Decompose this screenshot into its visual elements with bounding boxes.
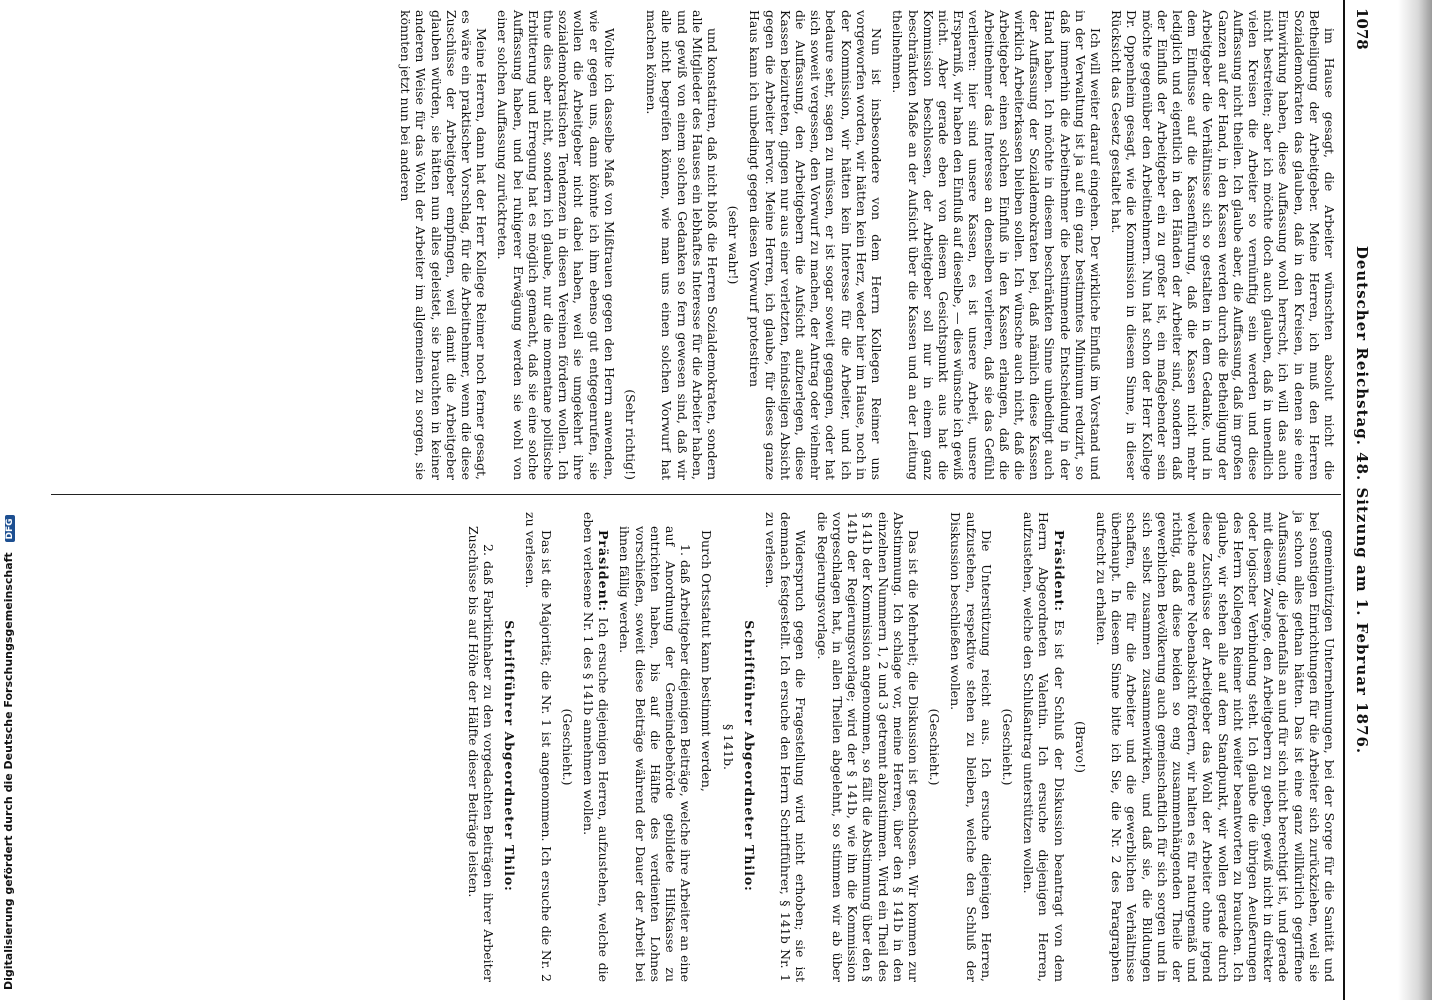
interjection: (sehr wahr!) xyxy=(726,205,742,285)
interjection: (Sehr richtig!) xyxy=(623,389,639,480)
page-title: Deutscher Reichstag. 48. Sitzung am 1. Februar 1876. xyxy=(1353,245,1371,755)
speaker-label: Präsident: xyxy=(596,530,612,613)
paragraph: Die Unterstützung reicht aus. Ich ersuche diejenigen Herren, aufzustehen, respektive stehen zu bleiben, welche den Schluß der Diskussion beschließen wollen. xyxy=(948,512,994,982)
left-column xyxy=(392,10,1337,480)
president-statement xyxy=(581,512,611,982)
paragraph: Widerspruch gegen die Fragestellung wird nicht erhoben; sie ist demnach festgestellt. Ich ersuche den Herrn Schriftführer, § 141b Nr. 1 zu verlesen. xyxy=(763,512,809,982)
paragraph: Das ist die Majorität; die Nr. 1 ist angenommen. Ich ersuche die Nr. 2 zu verlesen. xyxy=(523,512,554,982)
speaker-label: Präsident: xyxy=(1051,530,1067,613)
president-statement xyxy=(1021,512,1067,982)
interjection: (Geschieht.) xyxy=(559,708,575,786)
page-header xyxy=(1341,0,1375,1000)
paragraph: gemeinnützigen Unternehmungen, bei der Sorge für die Sanität und bei sonstigen Einrichtungen für die Arbeiter sich zurückziehen, weil sie ja schon alles gethan hätten. Das ist eine ganz willkürlich gegriffene Auffassung, die jedenfalls an und für sich nicht berechtigt ist, und gerade mit diesem Zwange, den Arbeitgebern zu geben, gewiß nicht in direkter oder logischer Verbindung steht. Ich glaube die übrigen Aeußerungen des Herrn Kollegen Reimer nicht weiter beantworten zu brauchen. Ich glaube, wir stehen alle auf dem Standpunkt, wir wollen gerade durch diese Zuschüsse der Arbeitgeber das Wohl der Arbeiter ohne irgend welche andere Nebenabsicht fördern, wir halten es für naturgemäß und richtig, daß diese beiden so eng zusammenhängenden Theile der gewerblichen Bevölkerung auch gemeinschaftlich für sich sorgen und in sich selbst zusammen zusammenwirken, und daß sie, die Bildungen schaffen, die für die Arbeiter und die gewerblichen Verhältnisse überhaupt. In diesem Sinne bitte ich Sie, die Nr. 2 des Paragraphen aufrecht zu erhalten. xyxy=(1093,512,1337,982)
section-heading: Schriftführer Abgeordneter Thilo: xyxy=(502,620,518,892)
section-number: § 141b. xyxy=(720,723,736,771)
paragraph: Durch Ortsstatut kann bestimmt werden, xyxy=(699,530,715,792)
statement-text: Ich ersuche diejenigen Herren, aufzustehen, welche die eben verlesene Nr. 1 des § 141b annehmen wollen. xyxy=(581,512,612,982)
list-item: 1. daß Arbeitgeber diejenigen Beiträge, welche ihre Arbeiter an eine auf Anordnung der Gemeindebehörde gebildete Hilfskasse zu entrichten haben, bis auf die Hälfte des verdienten Lohnes vorschießen, soweit diese Beiträge während der Dauer der Arbeit bei ihnen fällig werden. xyxy=(617,526,694,982)
section-heading: Schriftführer Abgeordneter Thilo: xyxy=(741,620,757,892)
rotated-document xyxy=(45,0,1385,1000)
dfg-logo: DFG xyxy=(5,515,15,542)
paragraph: Nun ist insbesondere von dem Herrn Kollegen Reimer uns vorgeworfen worden, wir hätten kein Herz, weder hier im Hause, noch in der Kommission, wir hätten kein Interesse für die Arbeiter, und ich bedaure sehr, sagen zu müssen, er ist sogar soweit gegangen, oder hat sich soweit vergessen, den Vorwurf zu machen, der Antrag oder vielmehr die Auffassung, den Arbeitgebern die Aufsicht aufzuerlegen, diese Kassen beizutreten, gingen nur aus einer verletzten, feindseligen Absicht gegen die Arbeiter hervor. Meine Herren, ich glaube, für dieses ganze Haus kann ich unbedingt gegen diesen Vorwurf protestiren xyxy=(747,10,885,480)
page-edge-shadow xyxy=(1398,0,1432,1000)
paragraph: Meine Herren, dann hat der Herr Kollege Reimer noch ferner gesagt, es wäre ein praktischer Vorschlag, für die Arbeitnehmer, wenn die diese Zuschüsse der Arbeitgeber empfingen, weil damit die Arbeitgeber glauben würden, sie hätten nun alles geleistet, sie brauchten in keiner anderen Weise für das Wohl der Arbeiter im allgemeinen zu sorgen, sie könnten jetzt nun bei anderen xyxy=(398,10,490,480)
statement-text: Es ist der Schluß der Diskussion beantragt von dem Herrn Abgeordneten Valentin. Ich ersuche diejenigen Herren, aufzustehen, welche den Schlußantrag unterstützen wollen. xyxy=(1021,512,1067,982)
right-column xyxy=(460,512,1337,982)
footer-strip xyxy=(0,0,24,1000)
paragraph: Ich will weiter darauf eingehen. Der wirkliche Einfluß im Vorstand und in der Verwaltung ist ja auf ein ganz bestimmtes Minimum reduzirt, so daß immerhin die Arbeitnehmer die bestimmende Entscheidung in der Hand haben. Ich möchte in diesem beschränkten Sinne unbedingt auch der Auffassung der Sozialdemokraten bei, daß nämlich diese Kassen wirklich Arbeiterkassen bleiben sollen. Ich wünsche auch nicht, daß die Arbeitgeber einen solchen Einfluß in den Kassen erlangen, daß die Arbeitnehmer das Interesse an denselben verlieren, daß sie das Gefühl verlieren: hier sind unsere Kassen, es ist unsere Arbeit, unsere Ersparniß, wir haben den Einfluß auf dieselbe, — dies wünsche ich gewiß nicht. Aber gerade eben von diesem Gesichtspunkt aus hat die Kommission beschlossen, der Arbeitgeber soll nur in einem ganz beschränkten Maße an der Aufsicht über die Kassen und an der Leitung theilnehmen. xyxy=(890,10,1103,480)
page-number: 1078 xyxy=(1353,8,1371,50)
interjection: (Geschieht.) xyxy=(927,708,943,786)
list-item: 2. daß Fabrikinhaber zu den vorgedachten Beiträgen ihrer Arbeiter Zuschüsse bis auf Höhe der Hälfte dieser Beiträge leisten. xyxy=(465,526,497,982)
interjection: (Geschieht.) xyxy=(999,708,1015,786)
interjection: (Bravo!) xyxy=(1072,721,1088,773)
paragraph: im Hause gesagt, die Arbeiter wünschten absolut nicht die Betheiligung der Arbeitgeber. Meine Herren, ich muß den Herren Sozialdemokraten das glauben, daß in den Kreisen, in denen sie eine Einwirkung haben, diese Auffassung wohl herrscht, ich will das auch nicht bestreiten; aber ich möchte doch auch glauben, daß in unendlich vielen Kreisen die Arbeiter so vernünftig sein werden und diese Auffassung nicht theilen. Ich glaube aber, die Auffassung, daß im großen Ganzen auf der Hand, in den Kassen werden durch die Betheiligung der Arbeitgeber die Verhältnisse sich so gestalten in dem Gedanke, und in dem Einflusse auf die Kassenführung, daß die Kassen nicht mehr lediglich und eigentlich in den Händen der Arbeiter sind, sondern daß der Einfluß der Arbeitgeber ein zu großer ist, ein maßgebender sein möchte gegenüber den Arbeitnehmern. Nun hat schon der Herr Kollege Dr. Oppenheim gesagt, wie die Kommission in diesem Sinne, in dieser Rücksicht das Gesetz gestaltet hat. xyxy=(1109,10,1337,480)
column-divider xyxy=(51,494,1341,495)
paragraph: Wollte ich dasselbe Maß von Mißtrauen gegen den Herrn anwenden, wie er gegen uns, dann könnte ich ihm ebenso gut entgegenrufen, sie wollen die Arbeitgeber nicht dabei haben, weil sie umgekehrt ihre sozialdemokratischen Tendenzen in diesen Vereinen fördern wollen. Ich thue dies aber nicht, sondern ich glaube, nur die momentane politische Erbitterung und Erregung hat es möglich gemacht, daß sie eine solche Auffassung haben, und bei ruhigerer Erwägung werden sie wohl von einer solchen Auffassung zurücktreten. xyxy=(495,10,617,480)
paragraph: Das ist die Mehrheit; die Diskussion ist geschlossen. Wir kommen zur Abstimmung. Ich schlage vor, meine Herren, über den § 141b in den einzelnen Nummern 1, 2 und 3 getrennt abzustimmen. Wird ein Theil des § 141b der Kommission angenommen, so fällt die Abstimmung über den § 141b der Regierungsvorlage; wird der § 141b, wie ihn die Kommission vorgeschlagen hat, in allen Theilen abgelehnt, so stimmen wir ab über die Regierungsvorlage. xyxy=(814,512,921,982)
header-rule xyxy=(1343,0,1345,1000)
digitization-note: Digitalisierung gefördert durch die Deutsche Forschungsgemeinschaft xyxy=(2,552,15,990)
digitization-footer xyxy=(2,0,20,990)
paragraph: und konstatiren, daß nicht bloß die Herren Sozialdemokraten, sondern alle Mitglieder des Hauses ein lebhaftes Interesse für die Arbeiter haben, und gewiß von einem solchen Gedanken so fern gewesen sind, daß wir alle nicht begreifen können, wie man uns einen solchen Vorwurf hat machen können. xyxy=(644,10,721,480)
